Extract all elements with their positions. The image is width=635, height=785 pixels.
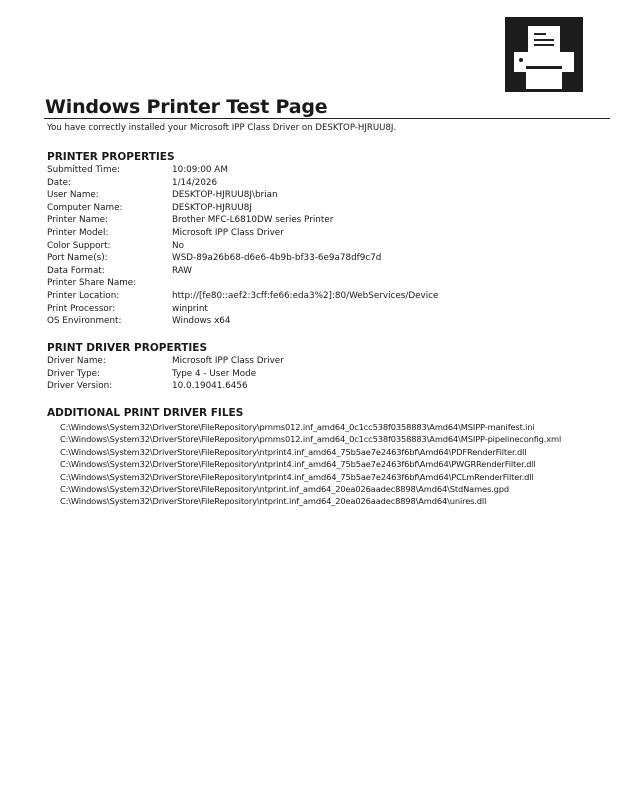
additional-files-heading: ADDITIONAL PRINT DRIVER FILES (47, 407, 244, 419)
page-title: Windows Printer Test Page (45, 96, 328, 118)
property-value: RAW (172, 265, 192, 276)
property-label: Driver Type: (47, 368, 101, 379)
property-value: 1/14/2026 (172, 177, 218, 188)
property-label: Computer Name: (47, 202, 123, 213)
property-value: DESKTOP-HJRUU8J\brian (172, 190, 278, 201)
property-label: Data Format: (47, 265, 105, 276)
printer-icon (505, 17, 583, 92)
property-label: Color Support: (47, 240, 111, 251)
install-message: You have correctly installed your Microsoft IPP Class Driver on DESKTOP-HJRUU8J. (47, 123, 397, 133)
property-value: Microsoft IPP Class Driver (172, 227, 284, 238)
property-value: Windows x64 (172, 316, 231, 327)
property-value: Microsoft IPP Class Driver (172, 356, 284, 366)
property-value: Brother MFC-L6810DW series Printer (172, 215, 334, 226)
property-value: 10:09:00 AM (172, 165, 228, 175)
property-value: 10.0.19041.6456 (172, 381, 248, 392)
driver-properties-heading: PRINT DRIVER PROPERTIES (47, 342, 208, 354)
printer-properties-heading: PRINTER PROPERTIES (47, 151, 175, 163)
property-label: Date: (47, 177, 71, 188)
property-value: No (172, 240, 184, 251)
property-label: Printer Location: (47, 290, 120, 301)
property-value: Type 4 - User Mode (172, 368, 257, 379)
driver-file-path: C:\Windows\System32\DriverStore\FileRepository\ntprint.inf_amd64_20ea026aadec8898\Amd64\unires.dll (60, 496, 487, 507)
property-label: OS Environment: (47, 316, 122, 327)
title-divider (44, 118, 610, 119)
driver-file-path: C:\Windows\System32\DriverStore\FileRepository\prnms012.inf_amd64_0c1cc538f0358883\Amd64\MSIPP-pipelineconfig.xml (60, 434, 562, 445)
driver-file-path: C:\Windows\System32\DriverStore\FileRepository\ntprint4.inf_amd64_75b5ae7e2463f6bf\Amd64\PWGRRenderFilter.dll (60, 459, 536, 470)
property-label: Driver Name: (47, 356, 106, 366)
driver-file-path: C:\Windows\System32\DriverStore\FileRepository\ntprint4.inf_amd64_75b5ae7e2463f6bf\Amd64\PDFRenderFilter.dll (60, 446, 527, 457)
property-label: Printer Share Name: (47, 278, 137, 289)
property-value: WSD-89a26b68-d6e6-4b9b-bf33-6e9a78df9c7d (172, 253, 382, 264)
driver-file-path: C:\Windows\System32\DriverStore\FileRepository\ntprint4.inf_amd64_75b5ae7e2463f6bf\Amd64\PCLmRenderFilter.dll (60, 471, 534, 482)
property-label: Driver Version: (47, 381, 113, 392)
property-value: http://[fe80::aef2:3cff:fe66:eda3%2]:80/WebServices/Device (172, 290, 439, 301)
property-value: DESKTOP-HJRUU8J (172, 202, 252, 213)
additional-files-list (60, 421, 561, 508)
property-label: Printer Model: (47, 227, 109, 238)
property-label: Submitted Time: (47, 165, 120, 175)
property-value: winprint (172, 303, 208, 314)
property-label: Printer Name: (47, 215, 108, 226)
property-label: User Name: (47, 190, 99, 201)
driver-file-path: C:\Windows\System32\DriverStore\FileRepository\ntprint.inf_amd64_20ea026aadec8898\Amd64\StdNames.gpd (60, 483, 509, 494)
property-label: Port Name(s): (47, 253, 108, 264)
property-label: Print Processor: (47, 303, 116, 314)
driver-file-path: C:\Windows\System32\DriverStore\FileRepository\prnms012.inf_amd64_0c1cc538f0358883\Amd64\MSIPP-manifest.ini (60, 422, 535, 432)
